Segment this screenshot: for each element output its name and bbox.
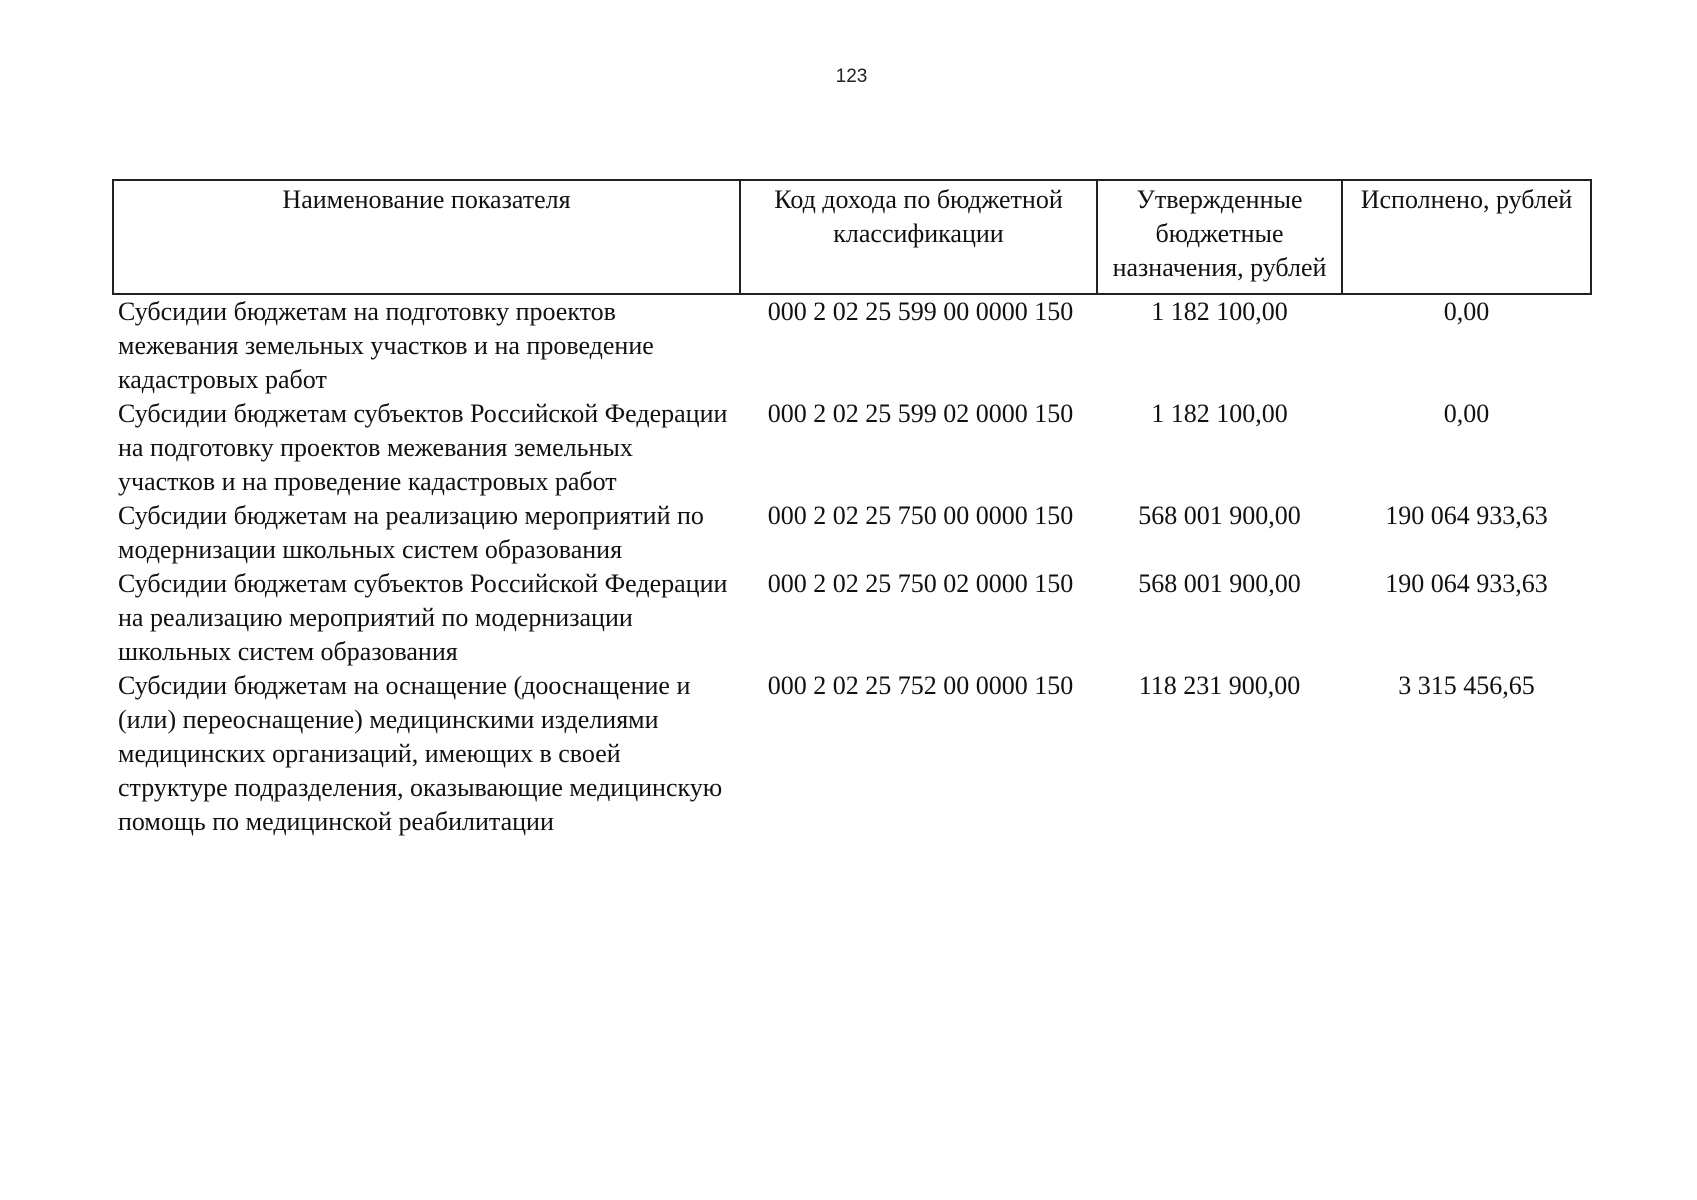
page-number: 123 <box>835 66 868 87</box>
income-code-cell: 000 2 02 25 752 00 0000 150 <box>767 671 1074 700</box>
indicator-name-cell: Субсидии бюджетам на подготовку проектов межевания земельных участков и на проведение кадастровых работ <box>118 297 654 394</box>
table-row <box>113 499 1591 567</box>
table-row <box>113 669 1591 839</box>
header-indicator-name: Наименование показателя <box>113 180 740 294</box>
income-code-cell: 000 2 02 25 750 00 0000 150 <box>767 501 1074 530</box>
header-executed-amount: Исполнено, рублей <box>1342 180 1591 294</box>
indicator-name-cell: Субсидии бюджетам на реализацию мероприятий по модернизации школьных систем образования <box>118 501 704 564</box>
header-approved-amount: Утвержденные бюджетные назначения, рублей <box>1097 180 1342 294</box>
executed-amount-cell: 3 315 456,65 <box>1398 671 1535 700</box>
approved-amount-cell: 1 182 100,00 <box>1151 297 1288 326</box>
header-income-code: Код дохода по бюджетной классификации <box>740 180 1097 294</box>
table-row <box>113 294 1591 397</box>
income-code-cell: 000 2 02 25 750 02 0000 150 <box>767 569 1074 598</box>
approved-amount-cell: 568 001 900,00 <box>1138 569 1301 598</box>
executed-amount-cell: 190 064 933,63 <box>1385 501 1548 530</box>
approved-amount-cell: 118 231 900,00 <box>1138 671 1301 700</box>
indicator-name-cell: Субсидии бюджетам на оснащение (дооснащение и (или) переоснащение) медицинскими изделиями медицинских организаций, имеющих в своей структуре подразделения, оказывающие медицинскую помощь по медицинской реабилитации <box>118 671 723 836</box>
indicator-name-cell: Субсидии бюджетам субъектов Российской Федерации на реализацию мероприятий по модернизации школьных систем образования <box>118 569 728 666</box>
indicator-name-cell: Субсидии бюджетам субъектов Российской Федерации на подготовку проектов межевания земельных участков и на проведение кадастровых работ <box>118 399 728 496</box>
approved-amount-cell: 1 182 100,00 <box>1151 399 1288 428</box>
executed-amount-cell: 0,00 <box>1443 297 1490 326</box>
table-header-row <box>113 180 1591 294</box>
income-code-cell: 000 2 02 25 599 02 0000 150 <box>767 399 1074 428</box>
table-row <box>113 397 1591 499</box>
executed-amount-cell: 0,00 <box>1443 399 1490 428</box>
income-code-cell: 000 2 02 25 599 00 0000 150 <box>767 297 1074 326</box>
executed-amount-cell: 190 064 933,63 <box>1385 569 1548 598</box>
approved-amount-cell: 568 001 900,00 <box>1138 501 1301 530</box>
table-row <box>113 567 1591 669</box>
budget-income-table <box>112 179 1592 839</box>
